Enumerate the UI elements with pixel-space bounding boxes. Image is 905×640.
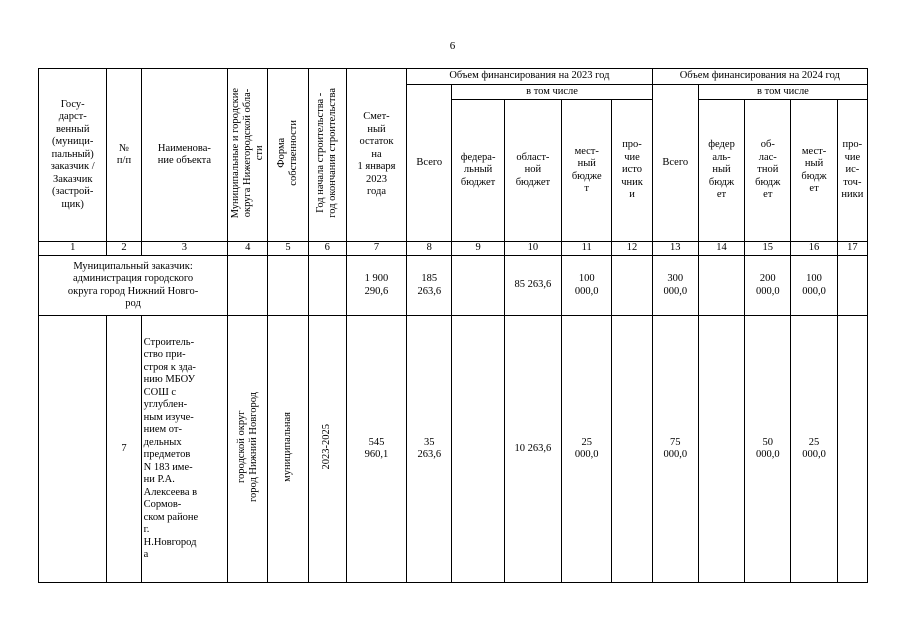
header-local-2024: мест- ный бюдж ет bbox=[791, 100, 837, 242]
header-other-2024: про- чие ис- точ- ники bbox=[837, 100, 867, 242]
row-local-2023: 25 000,0 bbox=[562, 316, 612, 583]
header-ownership-text: Форма собственности bbox=[275, 119, 299, 186]
row-local-2024: 25 000,0 bbox=[791, 316, 837, 583]
row-ownership-text: муниципальная bbox=[281, 411, 293, 482]
summary-total-2024: 300 000,0 bbox=[652, 256, 698, 316]
data-row bbox=[39, 316, 868, 583]
col-num-1: 1 bbox=[39, 242, 107, 256]
header-regional-2023: област- ной бюджет bbox=[504, 100, 561, 242]
col-num-4: 4 bbox=[228, 242, 268, 256]
row-ownership bbox=[268, 316, 308, 583]
col-num-10: 10 bbox=[504, 242, 561, 256]
col-num-5: 5 bbox=[268, 242, 308, 256]
financing-table bbox=[38, 68, 868, 583]
header-including-2024: в том числе bbox=[698, 84, 867, 100]
header-including-2023: в том числе bbox=[452, 84, 652, 100]
row-federal-2024 bbox=[698, 316, 744, 583]
header-object-name: Наименова- ние объекта bbox=[141, 69, 228, 242]
header-row-1 bbox=[39, 69, 868, 85]
header-total-2024: Всего bbox=[652, 84, 698, 242]
summary-remaining: 1 900 290,6 bbox=[346, 256, 406, 316]
summary-other-2023 bbox=[612, 256, 652, 316]
row-remaining: 545 960,1 bbox=[346, 316, 406, 583]
header-regional-2024: об- лас- тной бюдж ет bbox=[745, 100, 791, 242]
summary-row bbox=[39, 256, 868, 316]
header-municipality bbox=[228, 69, 268, 242]
row-municipality bbox=[228, 316, 268, 583]
header-years-text: Год начала строительства - год окончания строительства bbox=[315, 87, 339, 218]
col-num-2: 2 bbox=[107, 242, 141, 256]
summary-regional-2024: 200 000,0 bbox=[745, 256, 791, 316]
row-other-2024 bbox=[837, 316, 867, 583]
header-number: № п/п bbox=[107, 69, 141, 242]
header-years bbox=[308, 69, 346, 242]
header-total-2023: Всего bbox=[407, 84, 452, 242]
row-other-2023 bbox=[612, 316, 652, 583]
row-total-2023: 35 263,6 bbox=[407, 316, 452, 583]
row-years-text: 2023-2025 bbox=[321, 424, 333, 470]
header-other-2023: про- чие исто чник и bbox=[612, 100, 652, 242]
row-regional-2023: 10 263,6 bbox=[504, 316, 561, 583]
header-fin-2024: Объем финансирования на 2024 год bbox=[652, 69, 867, 85]
col-num-17: 17 bbox=[837, 242, 867, 256]
summary-federal-2024 bbox=[698, 256, 744, 316]
row-federal-2023 bbox=[452, 316, 504, 583]
col-num-15: 15 bbox=[745, 242, 791, 256]
summary-municipality bbox=[228, 256, 268, 316]
col-num-12: 12 bbox=[612, 242, 652, 256]
summary-customer-label: Муниципальный заказчик: администрация городского округа город Нижний Новго- род bbox=[39, 256, 228, 316]
summary-ownership bbox=[268, 256, 308, 316]
header-municipality-text: Муниципальные и городские округа Нижегородской обла- сти bbox=[230, 87, 266, 218]
col-num-13: 13 bbox=[652, 242, 698, 256]
summary-federal-2023 bbox=[452, 256, 504, 316]
row-customer bbox=[39, 316, 107, 583]
summary-regional-2023: 85 263,6 bbox=[504, 256, 561, 316]
page-number: 6 bbox=[449, 40, 456, 52]
row-municipality-text: городской округ город Нижний Новгород bbox=[235, 391, 259, 502]
summary-other-2024 bbox=[837, 256, 867, 316]
col-num-9: 9 bbox=[452, 242, 504, 256]
row-regional-2024: 50 000,0 bbox=[745, 316, 791, 583]
header-customer: Госу- дарст- венный (муници- пальный) заказчик / Заказчик (застрой- щик) bbox=[39, 69, 107, 242]
col-num-7: 7 bbox=[346, 242, 406, 256]
col-num-16: 16 bbox=[791, 242, 837, 256]
col-num-3: 3 bbox=[141, 242, 228, 256]
col-num-6: 6 bbox=[308, 242, 346, 256]
row-total-2024: 75 000,0 bbox=[652, 316, 698, 583]
header-federal-2023: федера- льный бюджет bbox=[452, 100, 504, 242]
col-num-8: 8 bbox=[407, 242, 452, 256]
header-fin-2023: Объем финансирования на 2023 год bbox=[407, 69, 652, 85]
summary-years bbox=[308, 256, 346, 316]
summary-local-2024: 100 000,0 bbox=[791, 256, 837, 316]
header-ownership bbox=[268, 69, 308, 242]
header-local-2023: мест- ный бюдже т bbox=[562, 100, 612, 242]
column-number-row bbox=[39, 242, 868, 256]
col-num-11: 11 bbox=[562, 242, 612, 256]
summary-local-2023: 100 000,0 bbox=[562, 256, 612, 316]
summary-total-2023: 185 263,6 bbox=[407, 256, 452, 316]
row-years bbox=[308, 316, 346, 583]
header-remaining: Смет- ный остаток на 1 января 2023 года bbox=[346, 69, 406, 242]
col-num-14: 14 bbox=[698, 242, 744, 256]
header-federal-2024: федер аль- ный бюдж ет bbox=[698, 100, 744, 242]
row-object-name: Строитель- ство при- строя к зда- нию МБОУ СОШ с углублен- ным изуче- нием от- дельных предметов N 183 име- ни Р.А. Алексеева в Сормов- ском районе г. Н.Новгород а bbox=[141, 316, 228, 583]
row-number: 7 bbox=[107, 316, 141, 583]
